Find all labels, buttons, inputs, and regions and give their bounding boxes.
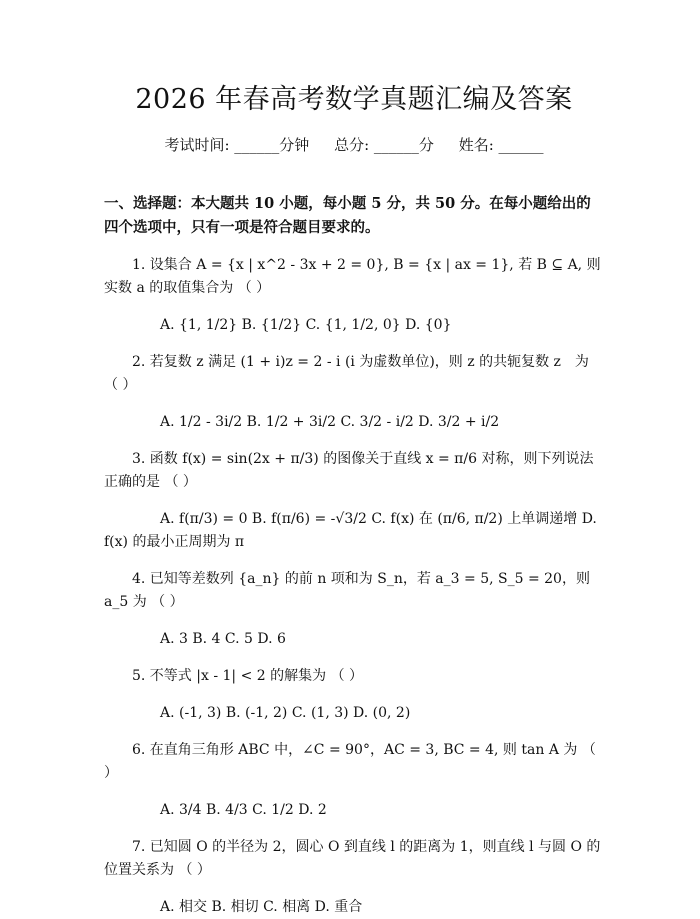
question-6 <box>104 739 604 822</box>
question-2 <box>104 351 604 434</box>
question-stem: 1. 设集合 A = {x | x^2 - 3x + 2 = 0}, B = {x | ax = 1}, 若 B ⊆ A, 则实数 a 的取值集合为 （ ） <box>104 257 601 296</box>
exam-info-line <box>104 134 604 156</box>
section-heading: 一、选择题：本大题共 10 小题，每小题 5 分，共 50 分。在每小题给出的四个选项中，只有一项是符合题目要求的。 <box>104 195 591 236</box>
question-stem: 3. 函数 f(x) = sin(2x + π/3) 的图像关于直线 x = π/6 对称，则下列说法正确的是 （ ） <box>104 451 594 490</box>
question-options: A. f(π/3) = 0 B. f(π/6) = -√3/2 C. f(x) 在 (π/6, π/2) 上单调递增 D. f(x) 的最小正周期为 π <box>104 511 597 550</box>
question-stem: 6. 在直角三角形 ABC 中，∠C = 90°，AC = 3, BC = 4, 则 tan A 为 （ ） <box>104 742 596 781</box>
question-options: A. 相交 B. 相切 C. 相离 D. 重合 <box>160 899 363 915</box>
question-4 <box>104 568 604 651</box>
question-stem: 5. 不等式 |x - 1| < 2 的解集为 （ ） <box>132 668 364 684</box>
question-options: A. 1/2 - 3i/2 B. 1/2 + 3i/2 C. 3/2 - i/2 D. 3/2 + i/2 <box>160 414 500 430</box>
question-stem: 2. 若复数 z 满足 (1 + i)z = 2 - i (i 为虚数单位)，则 z 的共轭复数 z 为 （ ） <box>104 354 589 393</box>
exam-time-field: 考试时间: ______分钟 <box>164 136 310 154</box>
question-options: A. {1, 1/2} B. {1/2} C. {1, 1/2, 0} D. {0} <box>160 317 452 333</box>
question-3 <box>104 448 604 554</box>
question-5 <box>104 665 604 725</box>
question-options: A. (-1, 3) B. (-1, 2) C. (1, 3) D. (0, 2) <box>160 705 411 721</box>
question-7 <box>104 836 604 919</box>
page-title: 2026 年春高考数学真题汇编及答案 <box>135 84 573 115</box>
question-options: A. 3/4 B. 4/3 C. 1/2 D. 2 <box>160 802 327 818</box>
question-1 <box>104 254 604 337</box>
student-name-field: 姓名: ______ <box>458 136 544 154</box>
question-options: A. 3 B. 4 C. 5 D. 6 <box>160 631 286 647</box>
question-stem: 4. 已知等差数列 {a_n} 的前 n 项和为 S_n，若 a_3 = 5, S_5 = 20，则 a_5 为 （ ） <box>104 571 590 610</box>
total-score-field: 总分: ______分 <box>334 136 434 154</box>
question-stem: 7. 已知圆 O 的半径为 2，圆心 O 到直线 l 的距离为 1，则直线 l 与圆 O 的位置关系为 （ ） <box>104 839 601 878</box>
